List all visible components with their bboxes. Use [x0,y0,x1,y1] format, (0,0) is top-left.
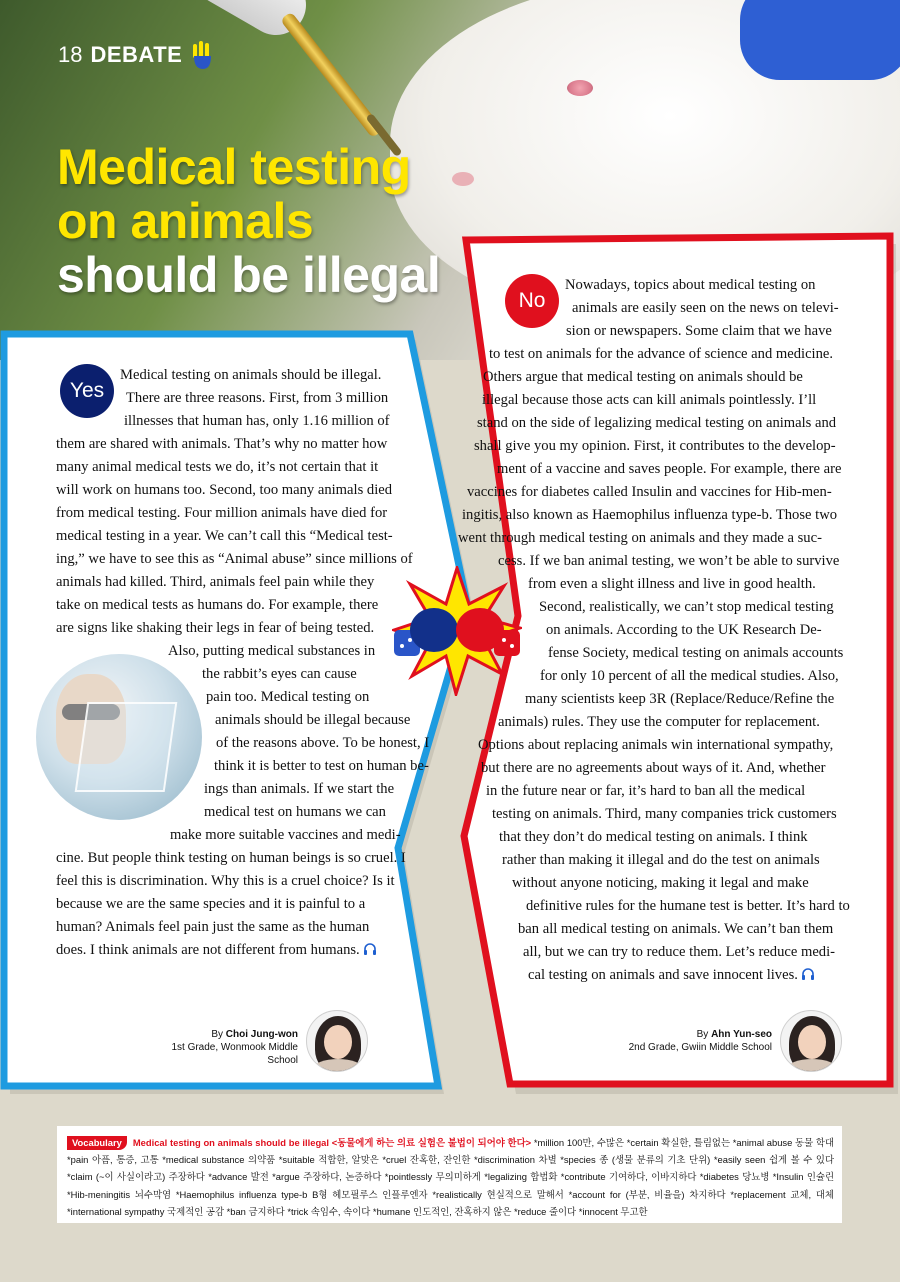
no-line: ingitis, also known as Haemophilus influenza type-b. Those two [462,507,838,523]
yes-line: are signs like shaking their legs in fear of being tested. [56,620,375,636]
no-line: cal testing on animals and save innocent lives. [528,964,815,987]
no-author-name: Ahn Yun-seo [711,1029,772,1040]
yes-line: will work on humans too. Second, too many animals died [56,482,393,498]
yes-line: think it is better to test on human be- [214,758,429,774]
yes-author-byline [150,1028,298,1067]
vocabulary-body: *million 100만, 수많은 *certain 확실한, 틀림없는 *animal abuse 동물 학대 *pain 아픔, 통증, 고통 *medical substance 의약품 *suitable 적합한, 알맞은 *cruel 잔혹한, 잔인한 *discrimination 차별 *species 종 (생물 분류의 기초 단위) *easily seen 쉽게 볼 수 있다 *claim (~이 사실이라고) 주장하다 *advance 발전 *argue 주장하다, 논증하다 *pointlessly 무의미하게 *legalizing 합법화 *contribute 기여하다, 이바지하다 *diabetes 당뇨병 *Insulin 인슐린 *Hib-meningitis 뇌수막염 *Haemophilus influenza type-b B형 헤모필루스 인플루엔자 *realistically 현실적으로 말해서 *account for (부분, 비율을) 차지하다 *replacement 교체, 대체 *international sympathy 국제적인 공감 *ban 금지하다 *trick 속임수, 속이다 *humane 인도적인, 잔혹하지 않은 *reduce 줄이다 *innocent 무고한 [67,1137,835,1217]
yes-line: pain too. Medical testing on [206,689,370,705]
title-line-2: on animals [57,193,314,249]
no-line: that they don’t do medical testing on animals. I think [499,829,808,845]
headphones-icon [801,967,815,981]
no-line: stand on the side of legalizing medical testing on animals and [477,415,837,431]
yes-author-name: Choi Jung-won [225,1029,298,1040]
yes-line: There are three reasons. First, from 3 million [126,390,389,406]
no-line: Others argue that medical testing on animals should be [483,369,803,385]
no-line: definitive rules for the humane test is better. It’s hard to [526,898,850,914]
no-line: in the future near or far, it’s hard to ban all the medical [486,783,806,799]
no-line: Nowadays, topics about medical testing on [565,277,816,293]
no-author-avatar [780,1010,842,1072]
no-author-by: By [696,1029,712,1040]
no-line: shall give you my opinion. First, it contributes to the develop- [474,438,836,454]
no-line: for only 10 percent of all the medical studies. Also, [540,668,839,684]
yes-line: because we are the same species and it is painful to a [56,896,366,912]
yes-badge: Yes [60,364,114,418]
no-line: ment of a vaccine and saves people. For example, there are [497,461,842,477]
no-line: on animals. According to the UK Research De- [546,622,822,638]
no-line: fense Society, medical testing on animals accounts [548,645,844,661]
page-number: 18 [58,42,83,67]
boxing-gloves-icon [392,566,522,696]
yes-line: them are shared with animals. That’s why no matter how [56,436,388,452]
no-line: but there are no agreements about ways of it. And, whether [481,760,826,776]
lab-scientist-photo [36,654,202,820]
no-line: rather than making it illegal and do the test on animals [502,852,820,868]
yes-line: medical testing in a year. We can’t call this “Medical test- [56,528,393,544]
yes-line: Also, putting medical substances in [168,643,376,659]
yes-line: from medical testing. Four million animals have died for [56,505,388,521]
headphones-icon [363,942,377,956]
section-title: DEBATE [90,42,183,67]
no-author-school: 2nd Grade, Gwiin Middle School [628,1042,772,1053]
yes-line: ing,” we have to see this as “Animal abuse” since millions of [56,551,413,567]
no-line: vaccines for diabetes called Insulin and vaccines for Hib-men- [467,484,832,500]
no-line: to test on animals for the advance of science and medicine. [489,346,834,362]
no-line: sion or newspapers. Some claim that we have [566,323,832,339]
yes-line: take on medical tests as humans do. For example, there [56,597,379,613]
yes-author-by: By [211,1029,226,1040]
no-line: Second, realistically, we can’t stop medical testing [539,599,834,615]
vocabulary-box [57,1126,842,1223]
yes-line: medical test on humans we can [204,804,386,820]
vocabulary-tag: Vocabulary [67,1136,127,1150]
yes-line: animals had killed. Third, animals feel pain while they [56,574,375,590]
no-line: many scientists keep 3R (Replace/Reduce/Refine the [525,691,835,707]
yes-line: ings than animals. If we start the [204,781,395,797]
yes-line: the rabbit’s eyes can cause [202,666,357,682]
yes-line: feel this is discrimination. Why this is a cruel choice? Is it [56,873,395,889]
title-line-3: should be illegal [57,247,441,303]
yes-line: human? Animals feel pain just the same as the human [56,919,370,935]
no-line: went through medical testing on animals and they made a suc- [458,530,822,546]
no-line: from even a slight illness and live in good health. [528,576,816,592]
no-line: ban all medical testing on animals. We can’t ban them [518,921,834,937]
no-line: testing on animals. Third, many companies trick customers [492,806,837,822]
vocabulary-heading: Medical testing on animals should be illegal <동물에게 하는 의료 실험은 불법이 되어야 한다> [132,1137,532,1148]
yes-author-avatar [306,1010,368,1072]
no-line: cess. If we ban animal testing, we won’t be able to survive [498,553,840,569]
no-line: illegal because those acts can kill animals pointlessly. I’ll [482,392,817,408]
no-author-byline [620,1028,772,1054]
yes-line: of the reasons above. To be honest, I [216,735,430,751]
yes-line: animals should be illegal because [215,712,411,728]
no-line: all, but we can try to reduce them. Let’s reduce medi- [523,944,836,960]
yes-author-school: 1st Grade, Wonmook Middle School [171,1042,298,1066]
title-line-1: Medical testing [57,139,411,195]
yes-line: does. I think animals are not different from humans. [56,939,377,962]
no-line: animals) rules. They use the computer for replacement. [498,714,820,730]
no-line: animals are easily seen on the news on televi- [572,300,839,316]
glass-box [75,702,178,792]
yes-line: make more suitable vaccines and medi- [170,827,401,843]
yes-line: illnesses that human has, only 1.16 million of [124,413,390,429]
yes-line: cine. But people think testing on human beings is so cruel. I [56,850,406,866]
yes-line: Medical testing on animals should be illegal. [120,367,382,383]
yes-line: many animal medical tests we do, it’s not certain that it [56,459,379,475]
no-line: without anyone noticing, making it legal and make [512,875,809,891]
no-line: Options about replacing animals win international sympathy, [478,737,834,753]
no-badge: No [505,274,559,328]
